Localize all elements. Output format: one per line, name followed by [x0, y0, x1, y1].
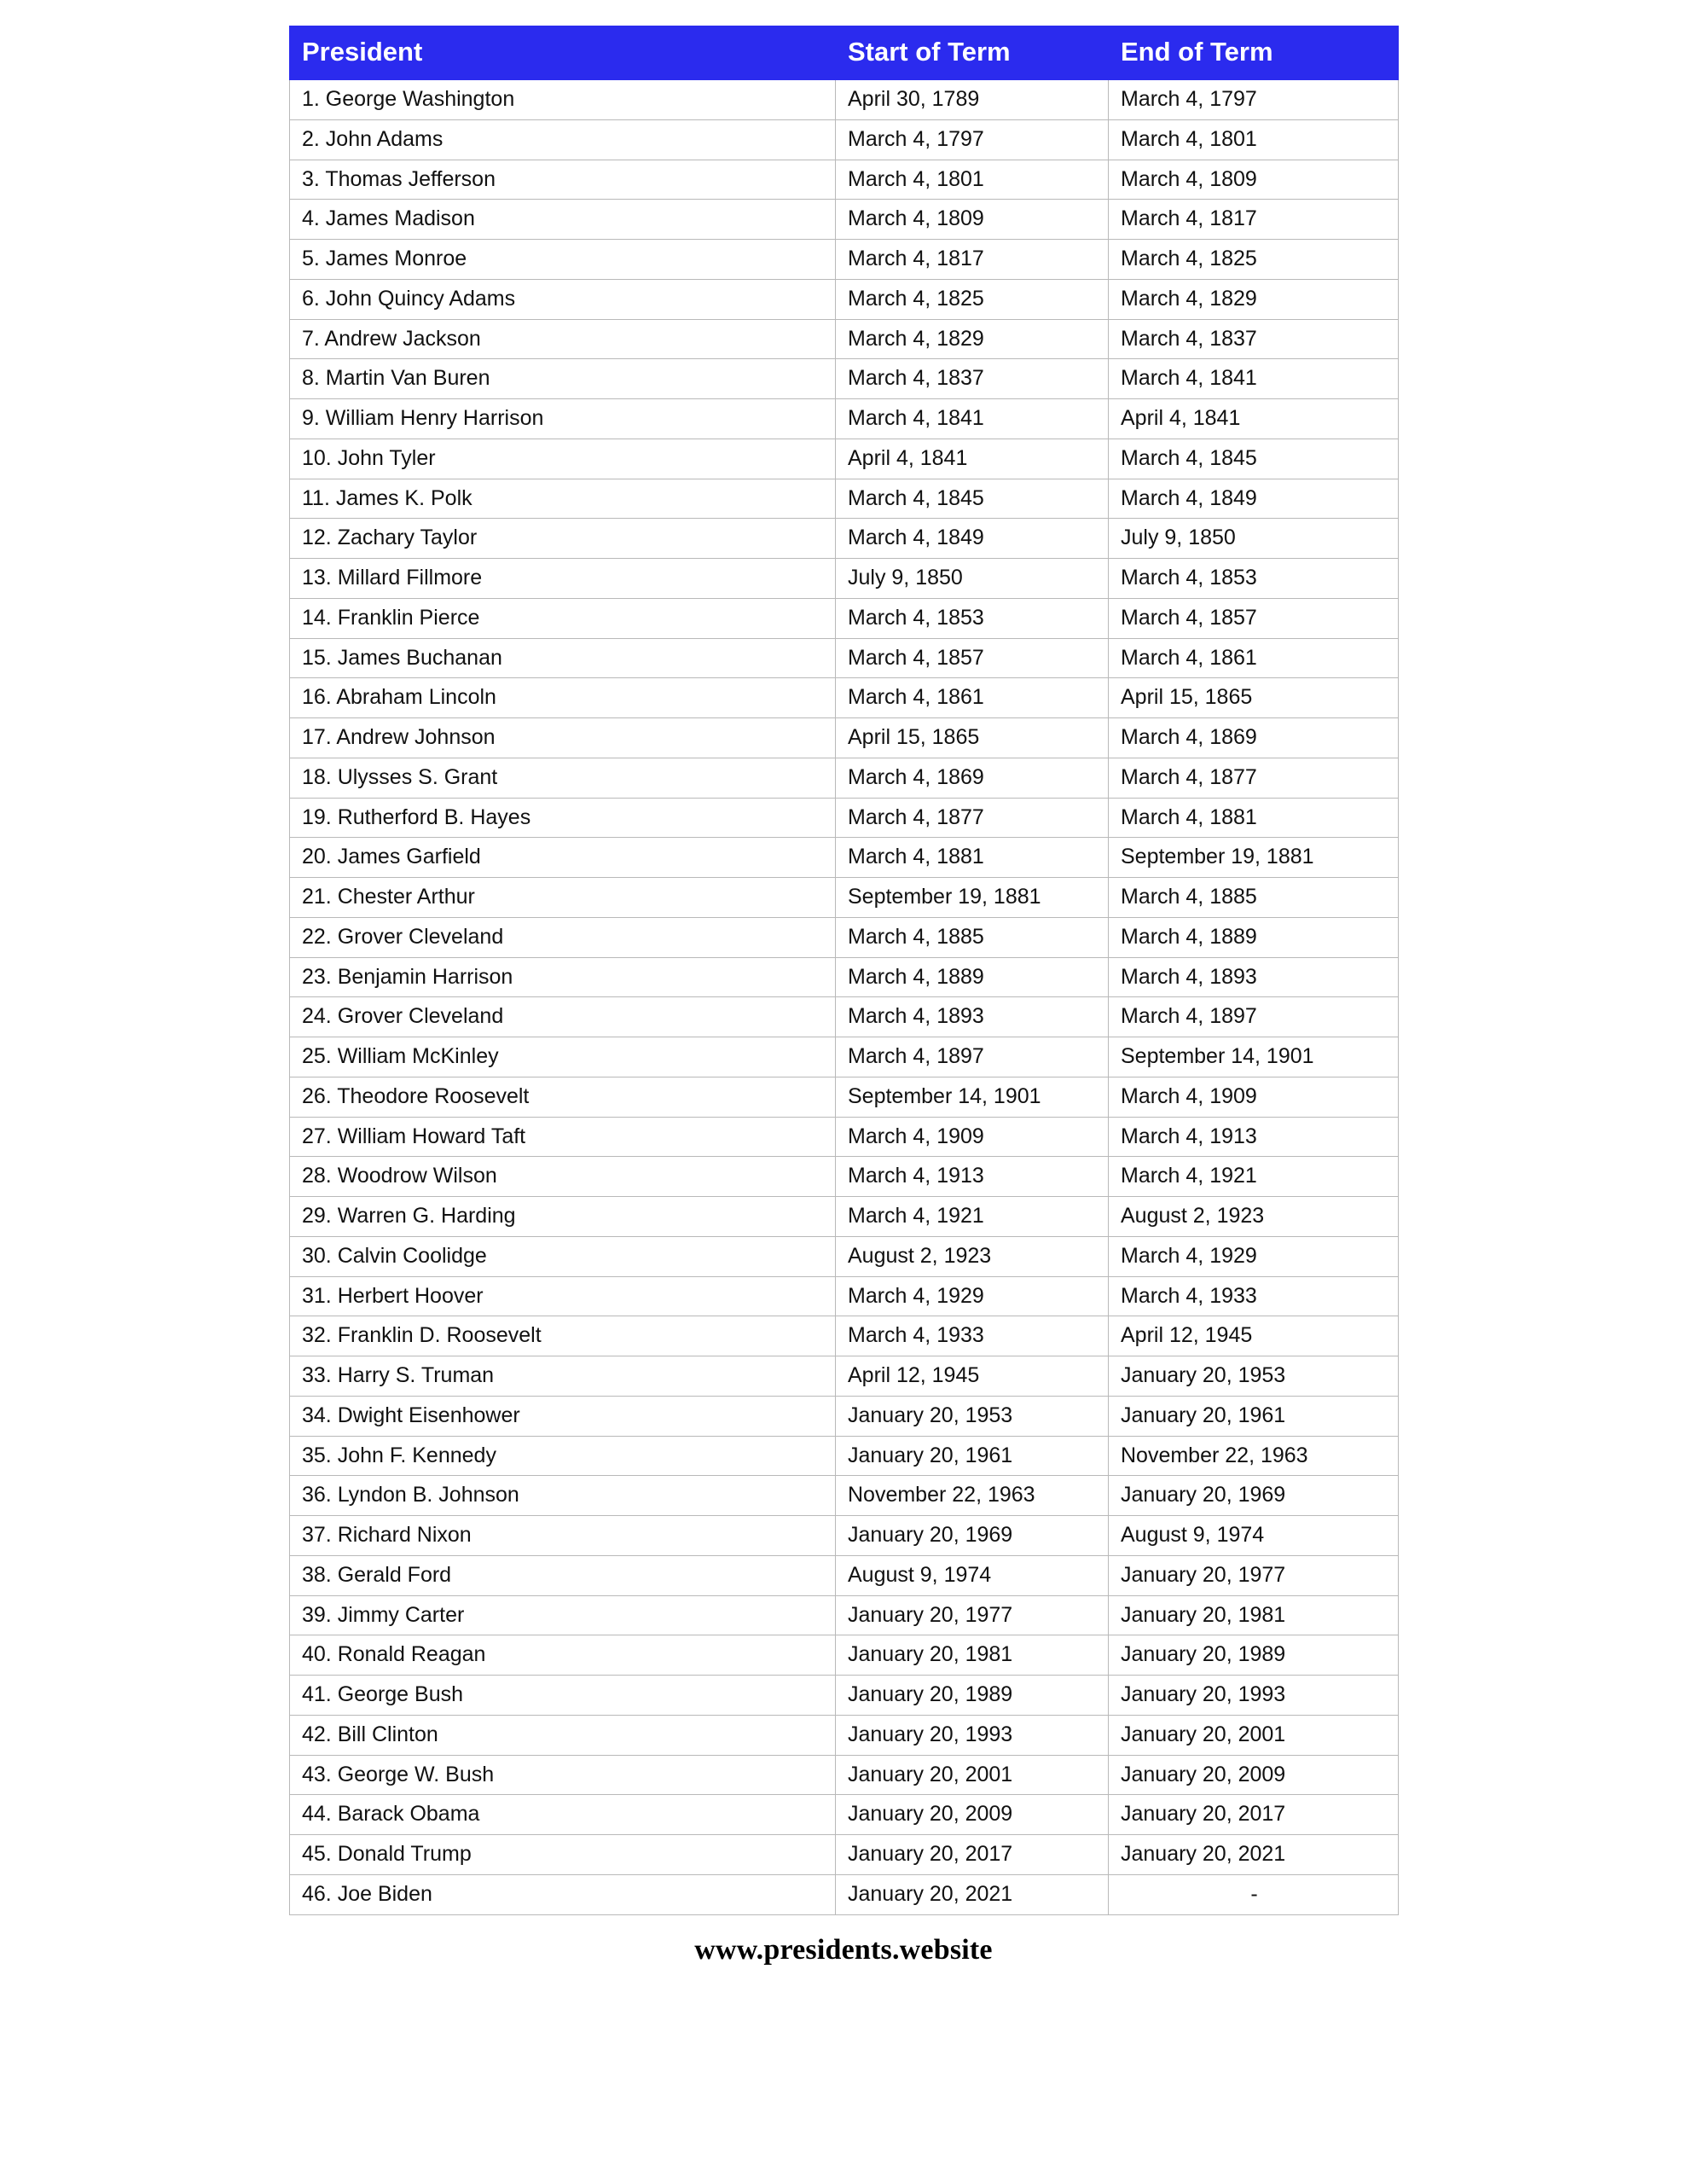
cell-end-of-term: April 15, 1865 [1109, 678, 1399, 718]
table-row [290, 1555, 1399, 1595]
cell-start-of-term: January 20, 1977 [836, 1595, 1109, 1635]
cell-start-of-term: January 20, 2001 [836, 1755, 1109, 1795]
cell-president: 44. Barack Obama [290, 1795, 836, 1835]
cell-start-of-term: August 2, 1923 [836, 1236, 1109, 1276]
table-row [290, 1874, 1399, 1914]
cell-president: 17. Andrew Johnson [290, 718, 836, 758]
table-row [290, 917, 1399, 957]
cell-president: 32. Franklin D. Roosevelt [290, 1316, 836, 1356]
cell-end-of-term: March 4, 1841 [1109, 359, 1399, 399]
cell-start-of-term: March 4, 1845 [836, 479, 1109, 519]
cell-start-of-term: January 20, 2017 [836, 1835, 1109, 1875]
table-row [290, 399, 1399, 439]
cell-end-of-term: January 20, 2021 [1109, 1835, 1399, 1875]
cell-start-of-term: March 4, 1897 [836, 1037, 1109, 1077]
cell-end-of-term: March 4, 1857 [1109, 598, 1399, 638]
cell-end-of-term: March 4, 1853 [1109, 559, 1399, 599]
table-row [290, 1316, 1399, 1356]
cell-end-of-term: January 20, 2017 [1109, 1795, 1399, 1835]
cell-president: 28. Woodrow Wilson [290, 1157, 836, 1197]
cell-start-of-term: April 30, 1789 [836, 80, 1109, 120]
cell-end-of-term: March 4, 1825 [1109, 240, 1399, 280]
cell-president: 13. Millard Fillmore [290, 559, 836, 599]
table-row [290, 598, 1399, 638]
cell-president: 9. William Henry Harrison [290, 399, 836, 439]
table-row [290, 957, 1399, 997]
cell-president: 25. William McKinley [290, 1037, 836, 1077]
table-row [290, 1595, 1399, 1635]
table-row [290, 678, 1399, 718]
cell-president: 36. Lyndon B. Johnson [290, 1476, 836, 1516]
cell-president: 45. Donald Trump [290, 1835, 836, 1875]
table-row [290, 638, 1399, 678]
table-row [290, 160, 1399, 200]
cell-end-of-term: January 20, 2009 [1109, 1755, 1399, 1795]
table-row [290, 838, 1399, 878]
cell-president: 30. Calvin Coolidge [290, 1236, 836, 1276]
cell-start-of-term: September 14, 1901 [836, 1077, 1109, 1117]
cell-start-of-term: March 4, 1809 [836, 200, 1109, 240]
table-row [290, 359, 1399, 399]
cell-start-of-term: January 20, 1969 [836, 1516, 1109, 1556]
cell-end-of-term: January 20, 1953 [1109, 1356, 1399, 1397]
cell-start-of-term: March 4, 1933 [836, 1316, 1109, 1356]
cell-end-of-term: March 4, 1829 [1109, 279, 1399, 319]
presidents-table [289, 26, 1399, 1915]
cell-start-of-term: March 4, 1829 [836, 319, 1109, 359]
cell-president: 29. Warren G. Harding [290, 1197, 836, 1237]
table-row [290, 718, 1399, 758]
table-row [290, 1356, 1399, 1397]
cell-president: 10. John Tyler [290, 439, 836, 479]
table-row [290, 1516, 1399, 1556]
table-row [290, 279, 1399, 319]
cell-start-of-term: March 4, 1797 [836, 119, 1109, 160]
cell-end-of-term: March 4, 1933 [1109, 1276, 1399, 1316]
table-row [290, 119, 1399, 160]
cell-end-of-term: September 19, 1881 [1109, 838, 1399, 878]
cell-start-of-term: January 20, 1989 [836, 1676, 1109, 1716]
cell-start-of-term: January 20, 1981 [836, 1635, 1109, 1676]
cell-end-of-term: January 20, 2001 [1109, 1715, 1399, 1755]
table-row [290, 1197, 1399, 1237]
cell-president: 6. John Quincy Adams [290, 279, 836, 319]
cell-president: 2. John Adams [290, 119, 836, 160]
table-row [290, 200, 1399, 240]
table-row [290, 1835, 1399, 1875]
table-row [290, 319, 1399, 359]
cell-end-of-term: March 4, 1797 [1109, 80, 1399, 120]
cell-president: 15. James Buchanan [290, 638, 836, 678]
cell-end-of-term: March 4, 1817 [1109, 200, 1399, 240]
cell-end-of-term: March 4, 1845 [1109, 439, 1399, 479]
table-row [290, 758, 1399, 798]
cell-president: 38. Gerald Ford [290, 1555, 836, 1595]
table-row [290, 1077, 1399, 1117]
cell-president: 19. Rutherford B. Hayes [290, 798, 836, 838]
cell-start-of-term: September 19, 1881 [836, 878, 1109, 918]
cell-start-of-term: March 4, 1881 [836, 838, 1109, 878]
cell-end-of-term: March 4, 1869 [1109, 718, 1399, 758]
cell-president: 37. Richard Nixon [290, 1516, 836, 1556]
cell-start-of-term: March 4, 1869 [836, 758, 1109, 798]
table-row [290, 1117, 1399, 1157]
cell-start-of-term: March 4, 1825 [836, 279, 1109, 319]
table-row [290, 1755, 1399, 1795]
table-row [290, 878, 1399, 918]
table-row [290, 519, 1399, 559]
cell-president: 5. James Monroe [290, 240, 836, 280]
cell-start-of-term: January 20, 2021 [836, 1874, 1109, 1914]
cell-start-of-term: March 4, 1817 [836, 240, 1109, 280]
cell-president: 18. Ulysses S. Grant [290, 758, 836, 798]
cell-president: 8. Martin Van Buren [290, 359, 836, 399]
cell-end-of-term: January 20, 1977 [1109, 1555, 1399, 1595]
cell-end-of-term: January 20, 1989 [1109, 1635, 1399, 1676]
cell-start-of-term: March 4, 1909 [836, 1117, 1109, 1157]
cell-start-of-term: March 4, 1837 [836, 359, 1109, 399]
cell-president: 1. George Washington [290, 80, 836, 120]
cell-end-of-term: August 9, 1974 [1109, 1516, 1399, 1556]
table-row [290, 1396, 1399, 1436]
cell-start-of-term: January 20, 1993 [836, 1715, 1109, 1755]
cell-end-of-term: March 4, 1929 [1109, 1236, 1399, 1276]
cell-president: 7. Andrew Jackson [290, 319, 836, 359]
cell-president: 42. Bill Clinton [290, 1715, 836, 1755]
cell-president: 41. George Bush [290, 1676, 836, 1716]
table-row [290, 1715, 1399, 1755]
cell-start-of-term: April 15, 1865 [836, 718, 1109, 758]
cell-start-of-term: March 4, 1889 [836, 957, 1109, 997]
cell-end-of-term: March 4, 1877 [1109, 758, 1399, 798]
table-body [290, 80, 1399, 1915]
cell-end-of-term: April 4, 1841 [1109, 399, 1399, 439]
cell-end-of-term: August 2, 1923 [1109, 1197, 1399, 1237]
cell-start-of-term: January 20, 1961 [836, 1436, 1109, 1476]
cell-president: 3. Thomas Jefferson [290, 160, 836, 200]
cell-end-of-term: March 4, 1881 [1109, 798, 1399, 838]
table-row [290, 1276, 1399, 1316]
footer-website: www.presidents.website [694, 1933, 993, 1966]
cell-end-of-term: March 4, 1897 [1109, 997, 1399, 1037]
cell-start-of-term: March 4, 1841 [836, 399, 1109, 439]
cell-president: 35. John F. Kennedy [290, 1436, 836, 1476]
table-row [290, 80, 1399, 120]
table-row [290, 1037, 1399, 1077]
table-row [290, 240, 1399, 280]
cell-start-of-term: March 4, 1885 [836, 917, 1109, 957]
table-row [290, 1676, 1399, 1716]
cell-start-of-term: March 4, 1913 [836, 1157, 1109, 1197]
cell-president: 4. James Madison [290, 200, 836, 240]
cell-president: 14. Franklin Pierce [290, 598, 836, 638]
table-row [290, 1436, 1399, 1476]
presidents-table-container [289, 26, 1398, 1915]
cell-president: 27. William Howard Taft [290, 1117, 836, 1157]
cell-end-of-term: - [1109, 1874, 1399, 1914]
cell-start-of-term: November 22, 1963 [836, 1476, 1109, 1516]
cell-start-of-term: March 4, 1929 [836, 1276, 1109, 1316]
column-header-start-of-term: Start of Term [836, 26, 1109, 80]
cell-president: 24. Grover Cleveland [290, 997, 836, 1037]
cell-start-of-term: July 9, 1850 [836, 559, 1109, 599]
table-row [290, 1236, 1399, 1276]
table-row [290, 1476, 1399, 1516]
cell-president: 12. Zachary Taylor [290, 519, 836, 559]
cell-president: 34. Dwight Eisenhower [290, 1396, 836, 1436]
cell-end-of-term: April 12, 1945 [1109, 1316, 1399, 1356]
cell-start-of-term: March 4, 1853 [836, 598, 1109, 638]
cell-start-of-term: March 4, 1849 [836, 519, 1109, 559]
cell-start-of-term: March 4, 1893 [836, 997, 1109, 1037]
table-row [290, 479, 1399, 519]
cell-president: 22. Grover Cleveland [290, 917, 836, 957]
cell-start-of-term: March 4, 1861 [836, 678, 1109, 718]
table-row [290, 997, 1399, 1037]
cell-start-of-term: March 4, 1921 [836, 1197, 1109, 1237]
cell-president: 21. Chester Arthur [290, 878, 836, 918]
cell-start-of-term: January 20, 1953 [836, 1396, 1109, 1436]
table-header [290, 26, 1399, 80]
cell-start-of-term: March 4, 1877 [836, 798, 1109, 838]
column-header-end-of-term: End of Term [1109, 26, 1399, 80]
cell-president: 40. Ronald Reagan [290, 1635, 836, 1676]
cell-end-of-term: March 4, 1893 [1109, 957, 1399, 997]
cell-end-of-term: March 4, 1801 [1109, 119, 1399, 160]
cell-president: 46. Joe Biden [290, 1874, 836, 1914]
cell-start-of-term: August 9, 1974 [836, 1555, 1109, 1595]
cell-start-of-term: March 4, 1857 [836, 638, 1109, 678]
table-row [290, 1635, 1399, 1676]
cell-start-of-term: April 12, 1945 [836, 1356, 1109, 1397]
cell-start-of-term: March 4, 1801 [836, 160, 1109, 200]
cell-end-of-term: March 4, 1885 [1109, 878, 1399, 918]
cell-start-of-term: April 4, 1841 [836, 439, 1109, 479]
cell-end-of-term: September 14, 1901 [1109, 1037, 1399, 1077]
cell-start-of-term: January 20, 2009 [836, 1795, 1109, 1835]
cell-end-of-term: March 4, 1909 [1109, 1077, 1399, 1117]
cell-end-of-term: March 4, 1861 [1109, 638, 1399, 678]
cell-end-of-term: November 22, 1963 [1109, 1436, 1399, 1476]
cell-president: 31. Herbert Hoover [290, 1276, 836, 1316]
cell-president: 11. James K. Polk [290, 479, 836, 519]
cell-president: 16. Abraham Lincoln [290, 678, 836, 718]
cell-end-of-term: March 4, 1849 [1109, 479, 1399, 519]
cell-end-of-term: March 4, 1889 [1109, 917, 1399, 957]
cell-end-of-term: January 20, 1969 [1109, 1476, 1399, 1516]
cell-president: 39. Jimmy Carter [290, 1595, 836, 1635]
table-header-row [290, 26, 1399, 80]
table-row [290, 1157, 1399, 1197]
table-row [290, 1795, 1399, 1835]
cell-end-of-term: July 9, 1850 [1109, 519, 1399, 559]
table-row [290, 439, 1399, 479]
cell-end-of-term: March 4, 1837 [1109, 319, 1399, 359]
cell-end-of-term: March 4, 1809 [1109, 160, 1399, 200]
table-row [290, 559, 1399, 599]
table-row [290, 798, 1399, 838]
column-header-president: President [290, 26, 836, 80]
cell-end-of-term: March 4, 1921 [1109, 1157, 1399, 1197]
cell-end-of-term: January 20, 1981 [1109, 1595, 1399, 1635]
cell-end-of-term: January 20, 1961 [1109, 1396, 1399, 1436]
cell-president: 23. Benjamin Harrison [290, 957, 836, 997]
cell-president: 43. George W. Bush [290, 1755, 836, 1795]
cell-president: 26. Theodore Roosevelt [290, 1077, 836, 1117]
cell-president: 20. James Garfield [290, 838, 836, 878]
cell-end-of-term: March 4, 1913 [1109, 1117, 1399, 1157]
cell-end-of-term: January 20, 1993 [1109, 1676, 1399, 1716]
cell-president: 33. Harry S. Truman [290, 1356, 836, 1397]
